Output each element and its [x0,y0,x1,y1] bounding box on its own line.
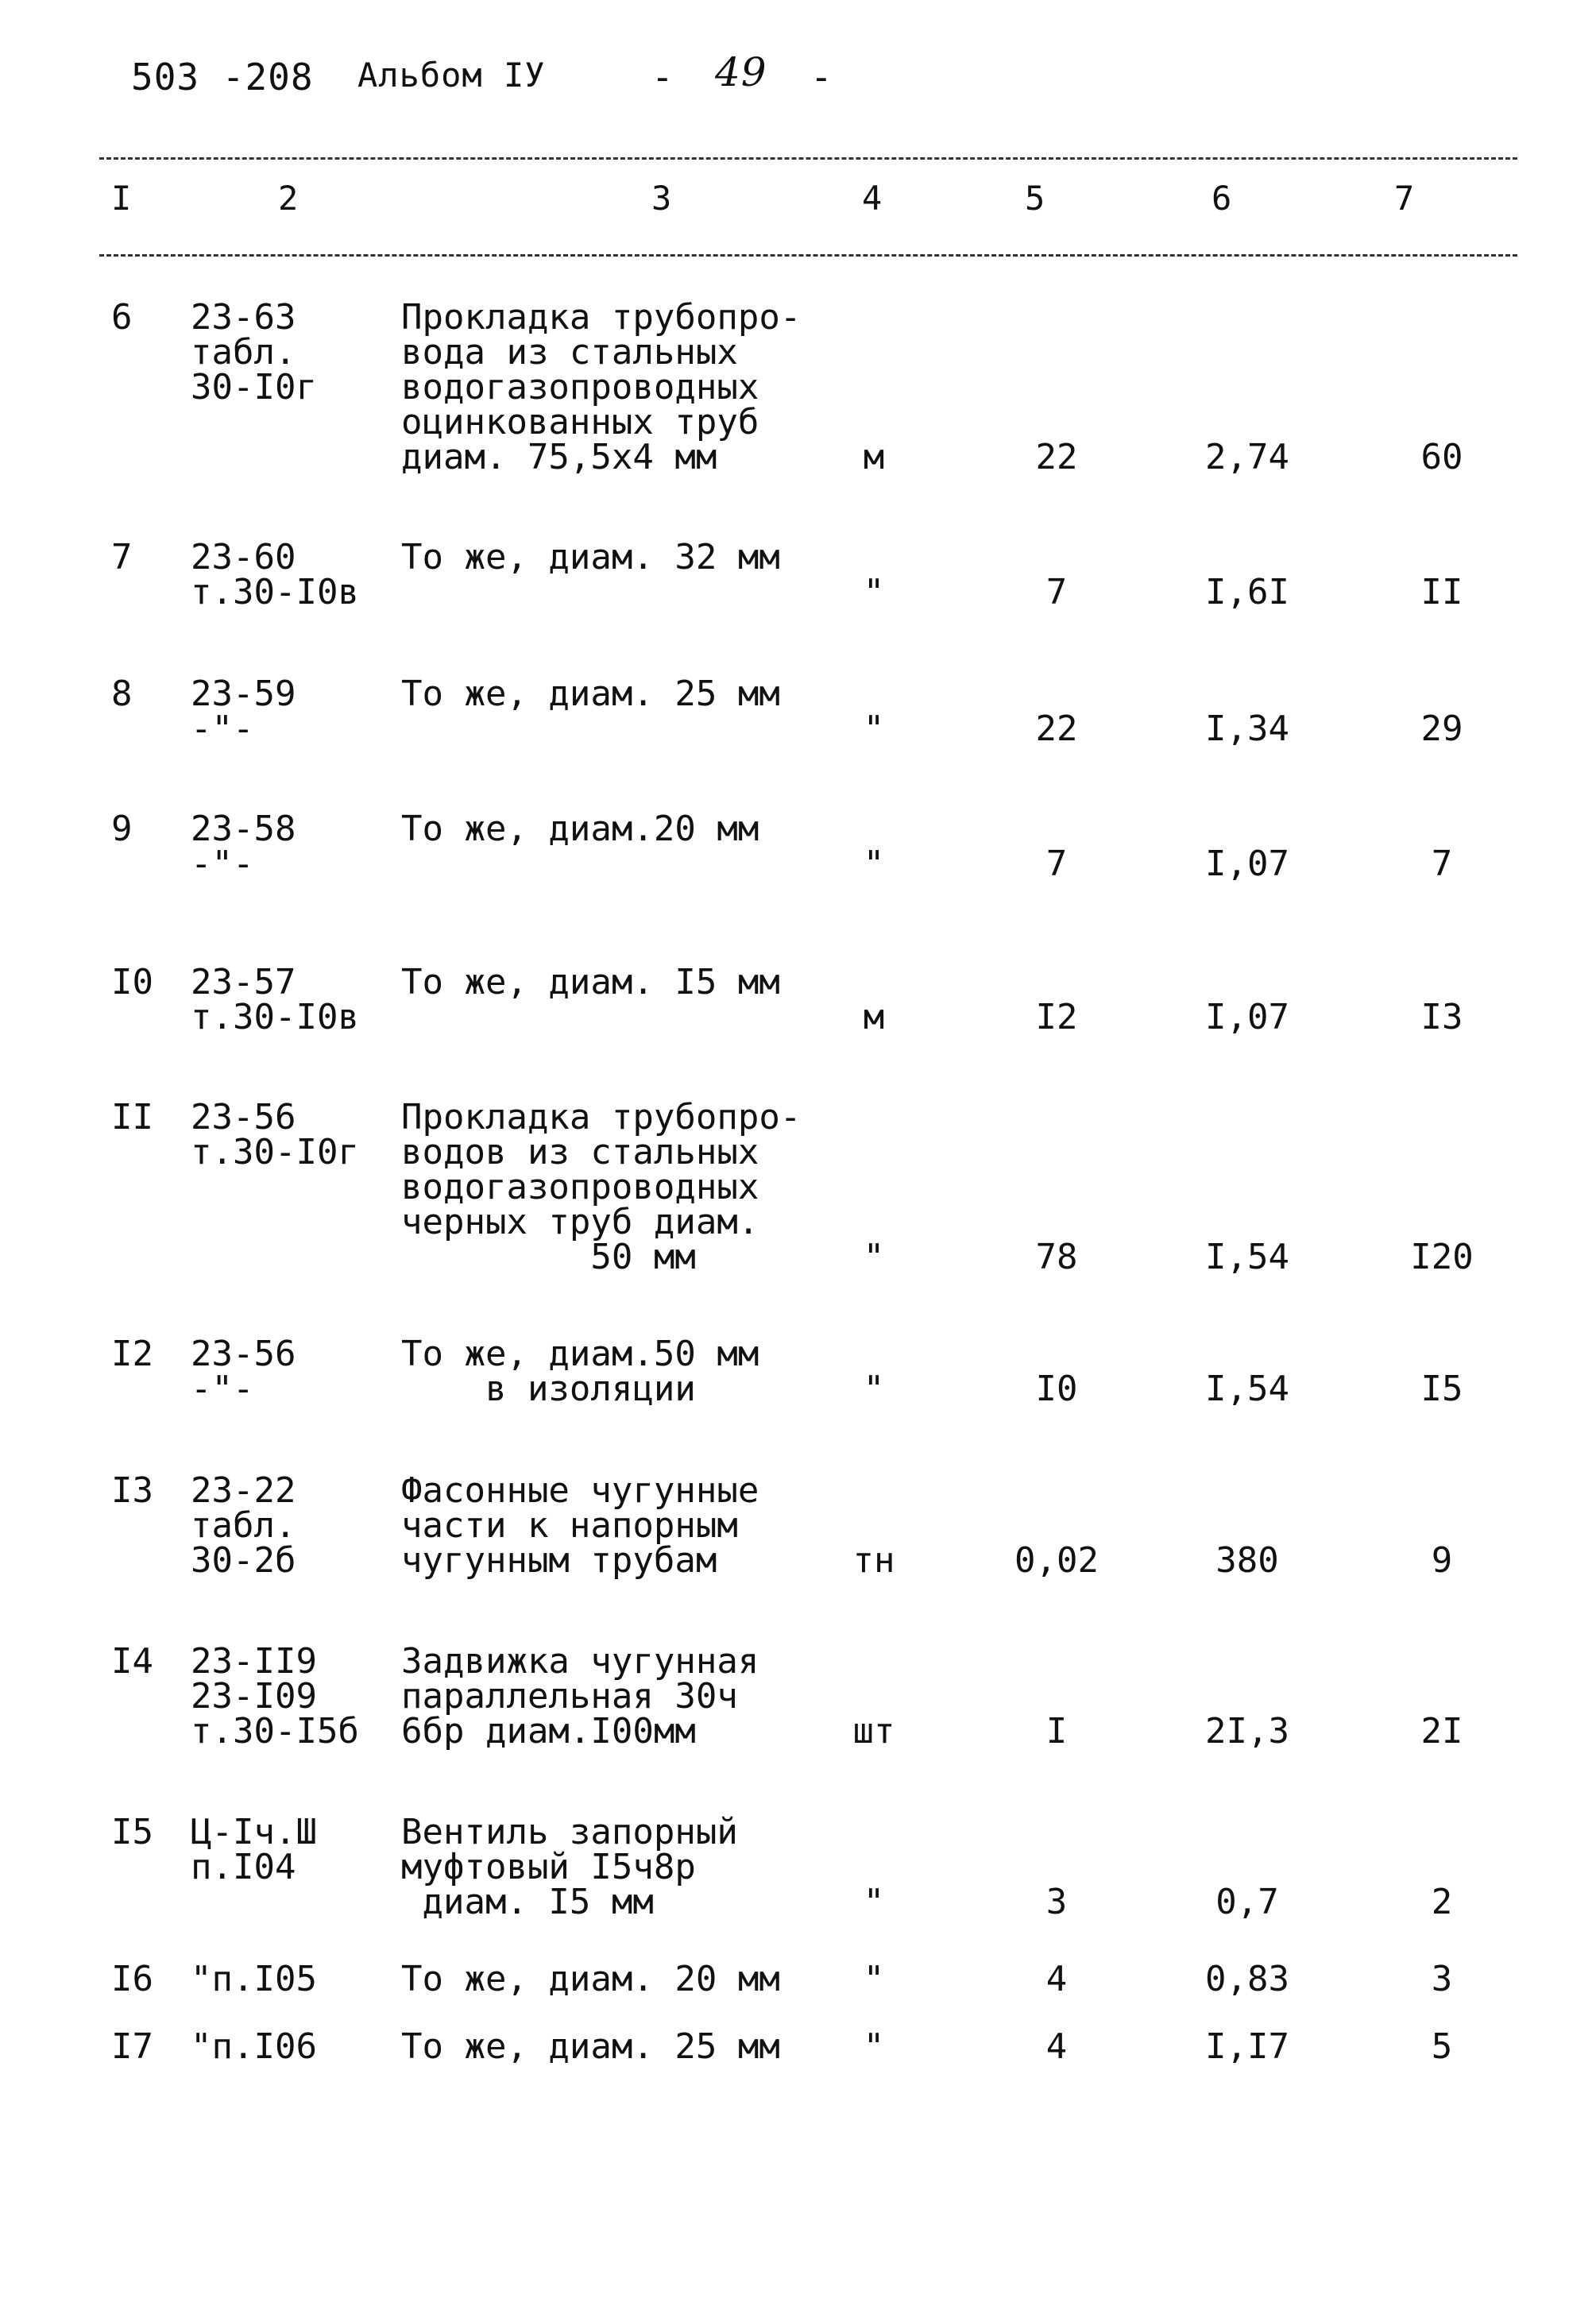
work-description: Задвижка чугунная параллельная 30ч 6бр диам.I00мм [401,1641,759,1752]
unit-of-measure: м [863,997,885,1037]
quantity: 22 [1035,437,1078,477]
page-dash-right: - [810,56,833,98]
column-number: 2 [278,179,299,218]
total-cost: 2I [1420,1711,1463,1752]
page-number: 49 [715,49,767,95]
unit-cost: I,34 [1205,709,1289,749]
norm-reference: 23-57 т.30-I0в [191,962,359,1037]
work-description: То же, диам. 20 мм [401,1959,780,1999]
unit-of-measure: м [863,437,885,477]
quantity: I [1045,1711,1068,1752]
row-number: I2 [111,1334,153,1374]
row-number: I7 [111,2026,153,2067]
total-cost: 9 [1431,1540,1453,1581]
total-cost: II [1420,572,1463,612]
unit-cost: I,54 [1205,1237,1289,1277]
work-description: Прокладка трубопро- водов из стальных водогазопроводных черных труб диам. 50 мм [401,1097,802,1277]
unit-of-measure: тн [852,1540,895,1581]
work-description: То же, диам. 25 мм [401,2026,780,2067]
column-number: 7 [1394,179,1415,218]
row-number: 8 [111,674,133,714]
unit-of-measure: " [863,844,885,884]
work-description: Фасонные чугунные части к напорным чугунным трубам [401,1470,759,1581]
norm-reference: 23-60 т.30-I0в [191,537,359,612]
unit-cost: I,I7 [1205,2026,1289,2067]
unit-of-measure: " [863,1369,885,1409]
unit-cost: I,07 [1205,844,1289,884]
norm-reference: 23-II9 23-I09 т.30-I5б [191,1641,359,1752]
quantity: 4 [1045,1959,1068,1999]
work-description: Прокладка трубопро- вода из стальных водогазопроводных оцинкованных труб диам. 75,5х4 мм [401,297,802,477]
column-number: 6 [1211,179,1232,218]
page-dash-left: - [651,56,674,98]
row-number: 7 [111,537,133,577]
row-number: I0 [111,962,153,1002]
total-cost: 29 [1420,709,1463,749]
total-cost: 5 [1431,2026,1453,2067]
unit-of-measure: " [863,1237,885,1277]
norm-reference: 23-56 т.30-I0г [191,1097,359,1172]
row-number: 6 [111,297,133,338]
quantity: 7 [1045,844,1068,884]
column-number: 3 [651,179,672,218]
unit-of-measure: " [863,2026,885,2067]
norm-reference: 23-59 -"- [191,674,296,749]
row-number: 9 [111,809,133,849]
norm-reference: Ц-Iч.Ш п.I04 [191,1812,317,1887]
quantity: I2 [1035,997,1078,1037]
total-cost: 2 [1431,1882,1453,1922]
quantity: I0 [1035,1369,1078,1409]
row-number: I3 [111,1470,153,1511]
quantity: 7 [1045,572,1068,612]
work-description: Вентиль запорный муфтовый I5ч8р диам. I5 мм [401,1812,738,1922]
unit-cost: I,54 [1205,1369,1289,1409]
column-number: I [111,179,132,218]
unit-cost: I,07 [1205,997,1289,1037]
quantity: 0,02 [1014,1540,1099,1581]
work-description: То же, диам. 25 мм [401,674,780,714]
total-cost: I20 [1410,1237,1474,1277]
table-top-rule [99,157,1517,160]
unit-of-measure: " [863,572,885,612]
album-label: Альбом IУ [357,56,546,95]
unit-cost: I,6I [1205,572,1289,612]
work-description: То же, диам. I5 мм [401,962,780,1002]
unit-of-measure: " [863,709,885,749]
column-number: 4 [862,179,883,218]
unit-cost: 2I,3 [1205,1711,1289,1752]
unit-of-measure: " [863,1882,885,1922]
norm-reference: "п.I06 [191,2026,317,2067]
row-number: I6 [111,1959,153,1999]
norm-reference: 23-63 табл. 30-I0г [191,297,317,407]
document-code: 503 -208 [131,56,314,98]
total-cost: I3 [1420,997,1463,1037]
norm-reference: 23-22 табл. 30-2б [191,1470,296,1581]
unit-cost: 380 [1215,1540,1279,1581]
table-header-rule [99,254,1517,257]
unit-cost: 0,7 [1215,1882,1279,1922]
total-cost: 60 [1420,437,1463,477]
row-number: I4 [111,1641,153,1682]
norm-reference: "п.I05 [191,1959,317,1999]
quantity: 22 [1035,709,1078,749]
total-cost: I5 [1420,1369,1463,1409]
norm-reference: 23-58 -"- [191,809,296,884]
unit-cost: 2,74 [1205,437,1289,477]
norm-reference: 23-56 -"- [191,1334,296,1409]
quantity: 4 [1045,2026,1068,2067]
quantity: 78 [1035,1237,1078,1277]
unit-of-measure: шт [852,1711,895,1752]
row-number: I5 [111,1812,153,1852]
unit-cost: 0,83 [1205,1959,1289,1999]
work-description: То же, диам.20 мм [401,809,759,849]
row-number: II [111,1097,153,1137]
work-description: То же, диам.50 мм в изоляции [401,1334,759,1409]
total-cost: 7 [1431,844,1453,884]
work-description: То же, диам. 32 мм [401,537,780,577]
total-cost: 3 [1431,1959,1453,1999]
quantity: 3 [1045,1882,1068,1922]
unit-of-measure: " [863,1959,885,1999]
column-number: 5 [1025,179,1045,218]
